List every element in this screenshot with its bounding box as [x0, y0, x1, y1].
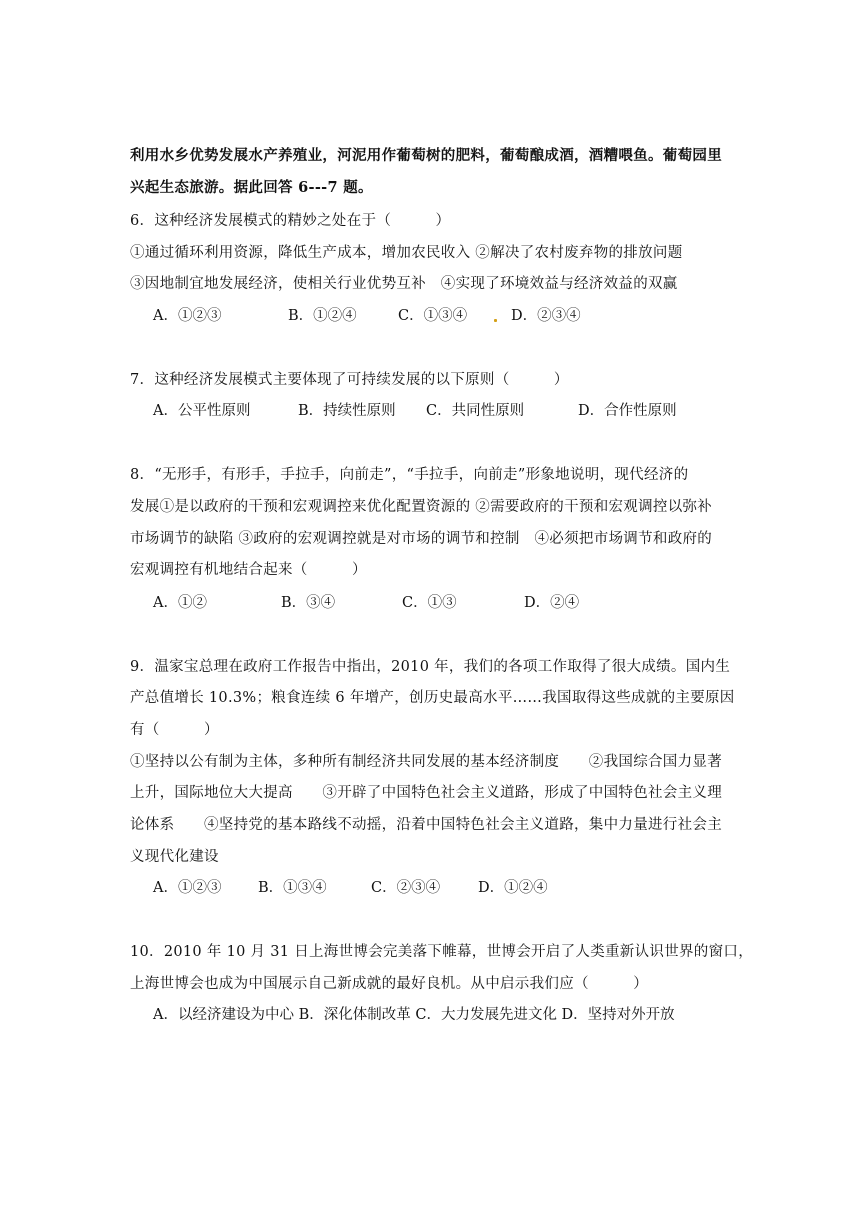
q9-line-6: 论体系 ④坚持党的基本路线不动摇，沿着中国特色社会主义道路，集中力量进行社会主 [130, 817, 722, 833]
q7-option-c: C．共同性原则 [426, 403, 525, 419]
q8-line-3: 市场调节的缺陷 ③政府的宏观调控就是对市场的调节和控制 ④必须把市场调节和政府的 [130, 531, 713, 547]
q9-line-3: 有（ ） [130, 722, 219, 738]
q8-option-b: B．③④ [281, 595, 336, 611]
q8-option-a: A．①② [153, 595, 207, 611]
q9-line-4: ①坚持以公有制为主体，多种所有制经济共同发展的基本经济制度 ②我国综合国力显著 [130, 754, 722, 770]
q8-line-1: 8．“无形手，有形手，手拉手，向前走”，“手拉手，向前走”形象地说明，现代经济的 [130, 467, 689, 483]
q9-option-c: C．②③④ [371, 880, 441, 896]
q6-option-d: D．②③④ [511, 308, 581, 324]
intro-line-2: 兴起生态旅游。据此回答 6---7 题。 [130, 179, 373, 196]
q6-option-b: B．①②④ [288, 308, 357, 324]
q9-option-d: D．①②④ [478, 880, 548, 896]
q7-option-d: D．合作性原则 [578, 403, 677, 419]
q7-stem: 7．这种经济发展模式主要体现了可持续发展的以下原则（ ） [130, 372, 569, 388]
q6-option-c: C．①③④ [398, 308, 468, 324]
q7-option-a: A．公平性原则 [153, 403, 251, 419]
intro-line-1: 利用水乡优势发展水产养殖业，河泥用作葡萄树的肥料，葡萄酿成酒，酒糟喂鱼。葡萄园里 [130, 147, 722, 164]
q9-line-7: 义现代化建设 [130, 849, 219, 865]
q9-line-2: 产总值增长 10.3%；粮食连续 6 年增产，创历史最高水平……我国取得这些成就的主要原因 [130, 690, 735, 706]
q8-option-c: C．①③ [402, 595, 457, 611]
q10-line-1: 10．2010 年 10 月 31 日上海世博会完美落下帷幕，世博会开启了人类重新认识世界的窗口， [130, 944, 753, 960]
q8-line-4: 宏观调控有机地结合起来（ ） [130, 562, 367, 578]
q9-option-b: B．①③④ [258, 880, 327, 896]
q6-stem: 6．这种经济发展模式的精妙之处在于（ ） [130, 213, 451, 229]
q9-line-5: 上升，国际地位大大提高 ③开辟了中国特色社会主义道路，形成了中国特色社会主义理 [130, 785, 722, 801]
q7-option-b: B．持续性原则 [298, 403, 396, 419]
q10-line-2: 上海世博会也成为中国展示自己新成就的最好良机。从中启示我们应（ ） [130, 976, 648, 992]
q8-line-2: 发展①是以政府的干预和宏观调控来优化配置资源的 ②需要政府的干预和宏观调控以弥补 [130, 499, 713, 515]
q6-statement-line-1: ①通过循环利用资源，降低生产成本，增加农民收入 ②解决了农村废弃物的排放问题 [130, 245, 683, 261]
q10-options: A．以经济建设为中心 B．深化体制改革 C．大力发展先进文化 D．坚持对外开放 [153, 1007, 675, 1023]
q6-statement-line-2: ③因地制宜地发展经济，使相关行业优势互补 ④实现了环境效益与经济效益的双赢 [130, 276, 678, 292]
q9-line-1: 9．温家宝总理在政府工作报告中指出，2010 年，我们的各项工作取得了很大成绩。国内生 [130, 659, 731, 675]
q8-option-d: D．②④ [524, 595, 580, 611]
stray-mark [494, 319, 497, 322]
q6-option-a: A．①②③ [153, 308, 222, 324]
q9-option-a: A．①②③ [153, 880, 222, 896]
